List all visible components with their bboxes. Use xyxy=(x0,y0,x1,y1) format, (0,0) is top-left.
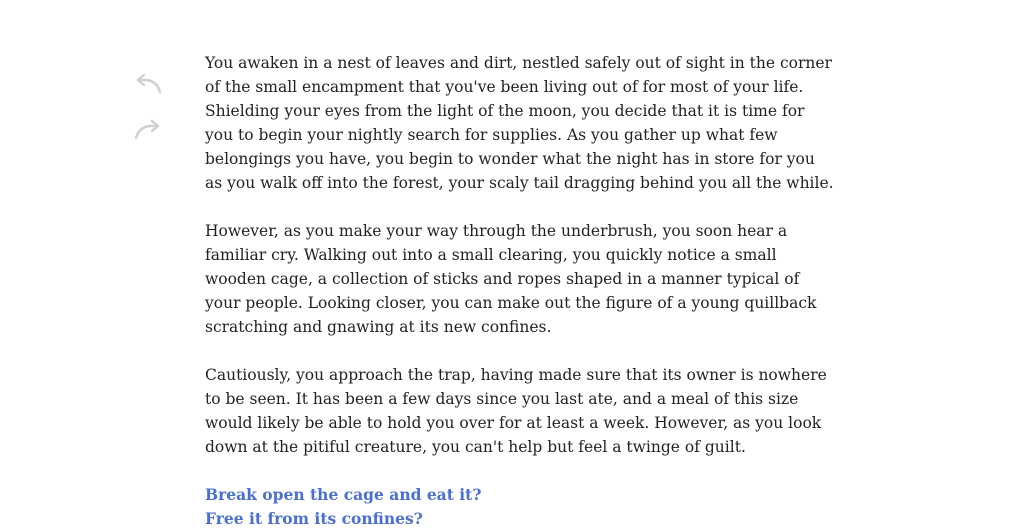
history-controls xyxy=(132,70,166,162)
story-passage: You awaken in a nest of leaves and dirt, nestled safely out of sight in the corner of the small encampment that you've been living out of for most of your life. Shielding your eyes from the light of the moon, you decide that it is time for you to begin your nightly search for supplies. As you gather up what few belongings you have, you begin to wonder what the night has in store for you as you walk off into the forest, your scaly tail dragging behind you all the while. xyxy=(205,54,834,192)
choice-free-link[interactable]: Free it from its confines? xyxy=(205,509,423,528)
redo-button[interactable] xyxy=(132,116,166,146)
story-passage: However, as you make your way through the underbrush, you soon hear a familiar cry. Walking out into a small clearing, you quickly notice a small wooden cage, a collection of sticks and ropes shaped in a manner typical of your people. Looking closer, you can make out the figure of a young quillback scratching and gnawing at its new confines. xyxy=(205,222,817,336)
story-text xyxy=(205,51,835,531)
choice-list xyxy=(205,483,835,531)
story-passage: Cautiously, you approach the trap, having made sure that its owner is nowhere to be seen. It has been a few days since you last ate, and a meal of this size would likely be able to hold you over for at least a week. However, as you look down at the pitiful creature, you can't help but feel a twinge of guilt. xyxy=(205,366,827,456)
undo-button[interactable] xyxy=(132,70,166,100)
undo-arrow-icon xyxy=(132,70,166,100)
choice-eat-link[interactable]: Break open the cage and eat it? xyxy=(205,485,482,504)
redo-arrow-icon xyxy=(132,116,166,146)
